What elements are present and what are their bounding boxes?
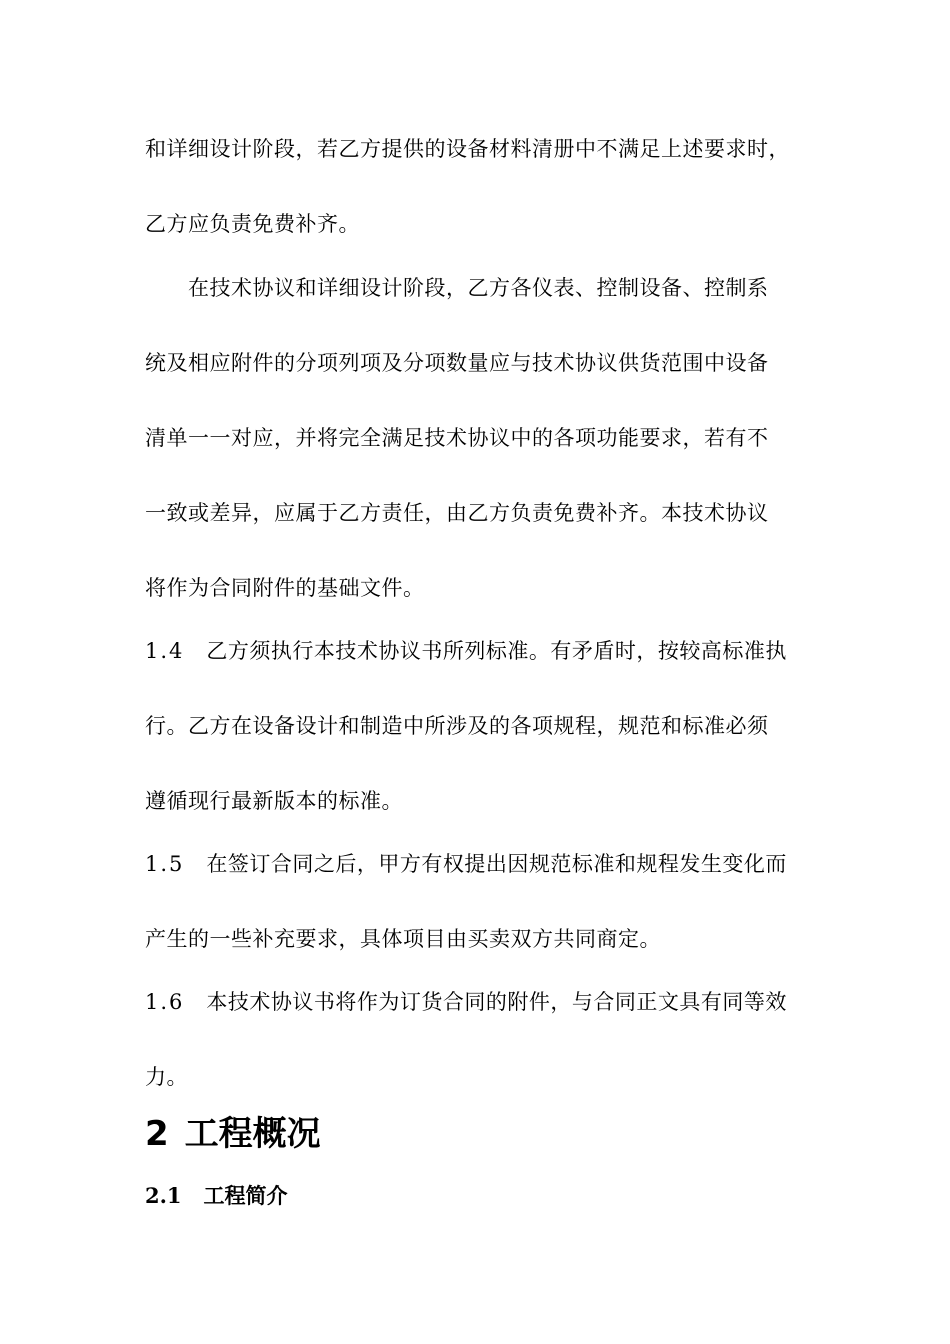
section-2-title: 工程概况 xyxy=(184,1114,321,1154)
paragraph-b-line-5: 将作为合同附件的基础文件。 xyxy=(145,576,425,600)
item-1-5-number: 1.5 xyxy=(145,852,185,876)
item-1-6-line-2: 力。 xyxy=(145,1065,188,1089)
item-1-4-text: 乙方须执行本技术协议书所列标准。有矛盾时，按较高标准执 xyxy=(206,639,787,663)
paragraph-b-line-3: 清单一一对应，并将完全满足技术协议中的各项功能要求，若有不 xyxy=(145,426,769,450)
item-1-6-text: 本技术协议书将作为订货合同的附件，与合同正文具有同等效 xyxy=(206,990,787,1014)
section-2-number: 2 xyxy=(145,1114,169,1154)
paragraph-a-line-1: 和详细设计阶段，若乙方提供的设备材料清册中不满足上述要求时， xyxy=(145,137,790,161)
paragraph-a-line-2: 乙方应负责免费补齐。 xyxy=(145,212,360,236)
section-2-heading xyxy=(145,1111,321,1157)
paragraph-b-line-2: 统及相应附件的分项列项及分项数量应与技术协议供货范围中设备 xyxy=(145,351,769,375)
item-1-5-text: 在签订合同之后，甲方有权提出因规范标准和规程发生变化而 xyxy=(206,852,787,876)
item-1-6-line-1 xyxy=(145,987,825,1017)
paragraph-b-line-4: 一致或差异，应属于乙方责任，由乙方负责免费补齐。本技术协议 xyxy=(145,501,769,525)
item-1-4-line-1 xyxy=(145,636,825,666)
item-1-5-line-1 xyxy=(145,849,825,879)
paragraph-b-line-1: 在技术协议和详细设计阶段，乙方各仪表、控制设备、控制系 xyxy=(188,276,769,300)
item-1-4-number: 1.4 xyxy=(145,639,185,663)
item-1-4-line-3: 遵循现行最新版本的标准。 xyxy=(145,789,403,813)
item-1-5-line-2: 产生的一些补充要求，具体项目由买卖双方共同商定。 xyxy=(145,927,661,951)
section-2-1-heading xyxy=(145,1180,288,1212)
section-2-1-number: 2.1 xyxy=(145,1183,182,1208)
item-1-6-number: 1.6 xyxy=(145,990,185,1014)
section-2-1-title: 工程简介 xyxy=(203,1183,288,1208)
item-1-4-line-2: 行。乙方在设备设计和制造中所涉及的各项规程，规范和标准必须 xyxy=(145,714,769,738)
